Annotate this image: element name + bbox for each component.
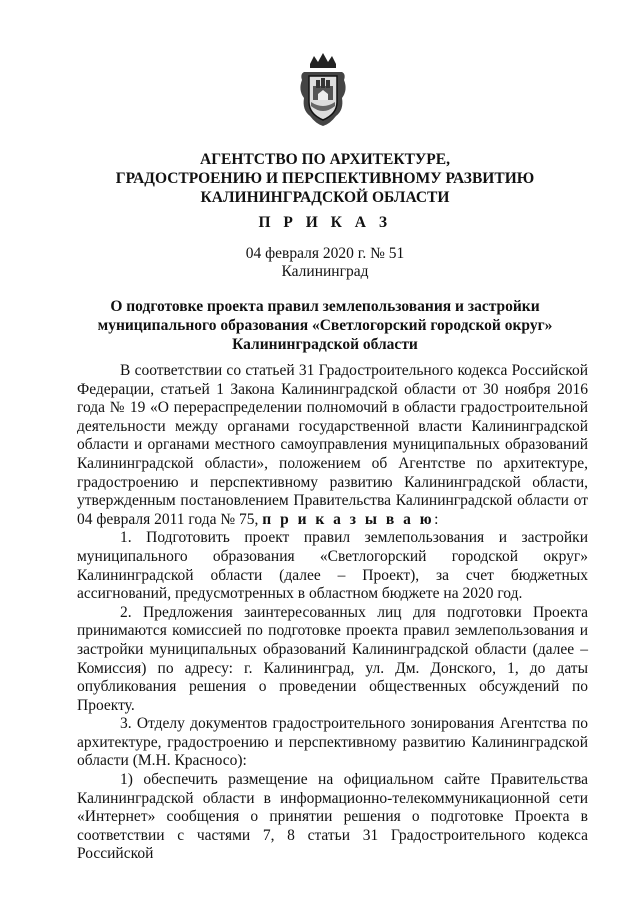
subject-line-1: О подготовке проекта правил землепользования и застройки	[110, 298, 540, 315]
item-2-paragraph: 2. Предложения заинтересованных лиц для подготовки Проекта принимаются комиссией по подготовке проекта правил землепользования и застройки муниципальных образований Калининградской области (далее – Комиссия) по адресу: г. Калининград, ул. Дм. Донского, 1, до даты опубликования решения о проведении общественных обсуждений по Проекту.	[77, 603, 588, 714]
document-type: П Р И К А З	[258, 214, 392, 231]
agency-line-3: КАЛИНИНГРАДСКОЙ ОБЛАСТИ	[200, 189, 450, 206]
agency-line-2: ГРАДОСТРОЕНИЮ И ПЕРСПЕКТИВНОМУ РАЗВИТИЮ	[115, 170, 535, 187]
document-body	[77, 362, 588, 864]
order-colon: :	[434, 510, 439, 528]
preamble-text: В соответствии со статьей 31 Градостроительного кодекса Российской Федерации, статьей 1 Закона Калининградской области от 30 ноября 2016 года № 19 «О перераспределении полномочий в области градостроительной деятельности между органами государственной власти Калининградской области и органами местного самоуправления муниципальных образований Калининградской области», положением об Агентстве по архитектуре, градостроению и перспективному развитию Калининградской области, утвержденным постановлением Правительства Калининградской области от 04 февраля 2011 года № 75,	[77, 362, 588, 528]
subject-line-3: Калининградской области	[232, 336, 418, 353]
city: Калининград	[281, 263, 369, 280]
item-3-1-paragraph: 1) обеспечить размещение на официальном сайте Правительства Калининградской области в информационно-телекоммуникационной сети «Интернет» сообщения о принятии решения о подготовке Проекта в соответствии с частями 7, 8 статьи 31 Градостроительного кодекса Российской	[77, 771, 588, 863]
date-number: 04 февраля 2020 г. № 51	[245, 245, 405, 262]
agency-name	[60, 150, 590, 207]
subject-line-2: муниципального образования «Светлогорский городской округ»	[97, 317, 553, 334]
coat-of-arms-icon	[296, 50, 350, 130]
item-1-paragraph: 1. Подготовить проект правил землепользования и застройки муниципального образования «Светлогорский городской округ» Калининградской области (далее – Проект), за счет бюджетных ассигнований, предусмотренных в областном бюджете на 2020 год.	[77, 529, 588, 603]
order-word: п р и к а з ы в а ю	[262, 510, 435, 528]
agency-line-1: АГЕНТСТВО ПО АРХИТЕКТУРЕ,	[200, 151, 450, 168]
preamble-paragraph	[77, 362, 588, 529]
item-3-paragraph: 3. Отделу документов градостроительного зонирования Агентства по архитектуре, градостроению и перспективному развитию Калининградской области (М.Н. Красносо):	[77, 715, 588, 770]
order-subject	[60, 297, 590, 354]
